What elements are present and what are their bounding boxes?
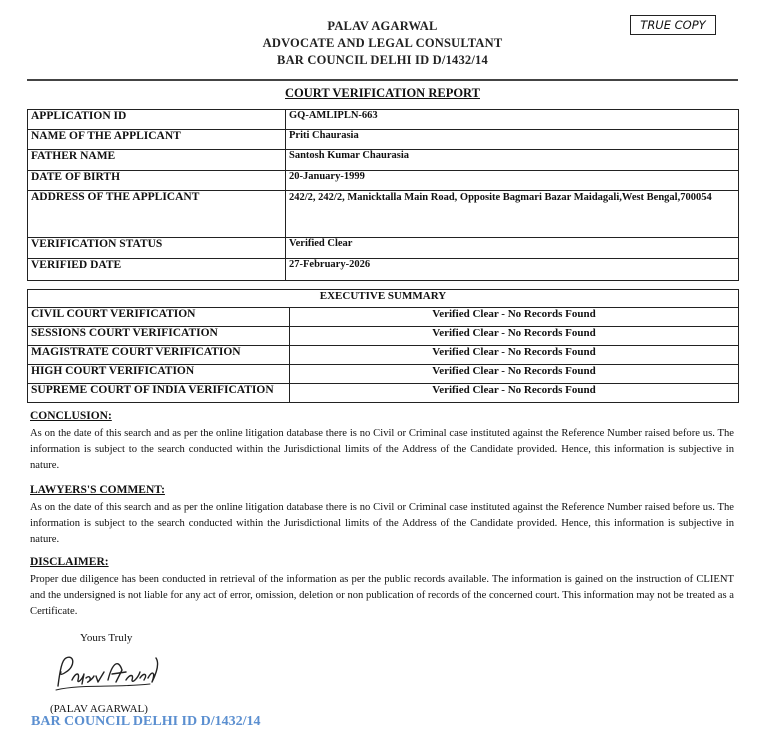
executive-summary-table xyxy=(27,289,739,403)
table-row xyxy=(28,259,739,281)
summary-label: SESSIONS COURT VERIFICATION xyxy=(28,327,290,346)
summary-label: MAGISTRATE COURT VERIFICATION xyxy=(28,346,290,365)
table-row xyxy=(28,171,739,191)
header-name: PALAV AGARWAL xyxy=(327,19,438,33)
table-row xyxy=(28,130,739,150)
disclaimer-text: Proper due diligence has been conducted in retrieval of the information as per the public records available. The information is gained on the instruction of CLIENT and the undersigned is not liable for any act of error, omission, deletion or non publication of records of the concerned court. This information may not be treated as a Certificate. xyxy=(30,574,734,617)
details-value: 242/2, 242/2, Manicktalla Main Road, Opposite Bagmari Bazar Maidagali,West Bengal,700054 xyxy=(286,191,739,238)
table-row xyxy=(28,327,739,346)
table-row xyxy=(28,110,739,130)
summary-value: Verified Clear - No Records Found xyxy=(290,327,739,346)
signatory-name: (PALAV AGARWAL) xyxy=(50,703,148,715)
table-header-row xyxy=(28,290,739,308)
table-row xyxy=(28,346,739,365)
details-label: NAME OF THE APPLICANT xyxy=(28,130,286,150)
report-title: COURT VERIFICATION REPORT xyxy=(285,86,480,100)
summary-label: SUPREME COURT OF INDIA VERIFICATION xyxy=(28,384,290,403)
table-row xyxy=(28,308,739,327)
summary-label: CIVIL COURT VERIFICATION xyxy=(28,308,290,327)
conclusion-text: As on the date of this search and as per the online litigation database there is no Civil or Criminal case instituted against the Reference Number raised before us. The information is subject to the search conducted within the Jurisdictional limits of the Address of the Candidate provided. Hence, this information is subjective in nature. xyxy=(30,428,734,471)
table-row xyxy=(28,191,739,238)
summary-value: Verified Clear - No Records Found xyxy=(290,365,739,384)
details-value: Santosh Kumar Chaurasia xyxy=(286,150,739,171)
details-label: VERIFIED DATE xyxy=(28,259,286,281)
closing-text: Yours Truly xyxy=(80,632,133,644)
details-label: ADDRESS OF THE APPLICANT xyxy=(28,191,286,238)
header-divider xyxy=(27,79,738,81)
summary-value: Verified Clear - No Records Found xyxy=(290,384,739,403)
header-title: ADVOCATE AND LEGAL CONSULTANT xyxy=(262,36,503,50)
lawyers-comment-text: As on the date of this search and as per the online litigation database there is no Civil or Criminal case instituted against the Reference Number raised before us. The information is subject to the search conducted within the Jurisdictional limits of the Address of the Candidate provided. Hence, this information is subjective in nature. xyxy=(30,502,734,545)
details-label: DATE OF BIRTH xyxy=(28,171,286,191)
details-label: APPLICATION ID xyxy=(28,110,286,130)
lawyers-comment-heading: LAWYERS'S COMMENT: xyxy=(30,484,165,496)
signatory-bar-id: BAR COUNCIL DELHI ID D/1432/14 xyxy=(31,714,261,729)
disclaimer-heading: DISCLAIMER: xyxy=(30,556,109,568)
conclusion-heading: CONCLUSION: xyxy=(30,410,112,422)
header-bar-id: BAR COUNCIL DELHI ID D/1432/14 xyxy=(277,53,488,67)
table-row xyxy=(28,150,739,171)
summary-value: Verified Clear - No Records Found xyxy=(290,308,739,327)
details-value: Verified Clear xyxy=(286,238,739,259)
details-value: 27-February-2026 xyxy=(286,259,739,281)
table-row xyxy=(28,384,739,403)
details-value: Priti Chaurasia xyxy=(286,130,739,150)
details-label: VERIFICATION STATUS xyxy=(28,238,286,259)
summary-label: HIGH COURT VERIFICATION xyxy=(28,365,290,384)
true-copy-stamp: TRUE COPY xyxy=(630,15,716,35)
summary-value: Verified Clear - No Records Found xyxy=(290,346,739,365)
details-value: 20-January-1999 xyxy=(286,171,739,191)
table-row xyxy=(28,365,739,384)
details-label: FATHER NAME xyxy=(28,150,286,171)
executive-summary-title: EXECUTIVE SUMMARY xyxy=(28,290,739,308)
details-value: GQ-AMLIPLN-663 xyxy=(286,110,739,130)
handwritten-signature xyxy=(52,650,162,698)
table-row xyxy=(28,238,739,259)
applicant-details-table xyxy=(27,109,739,281)
